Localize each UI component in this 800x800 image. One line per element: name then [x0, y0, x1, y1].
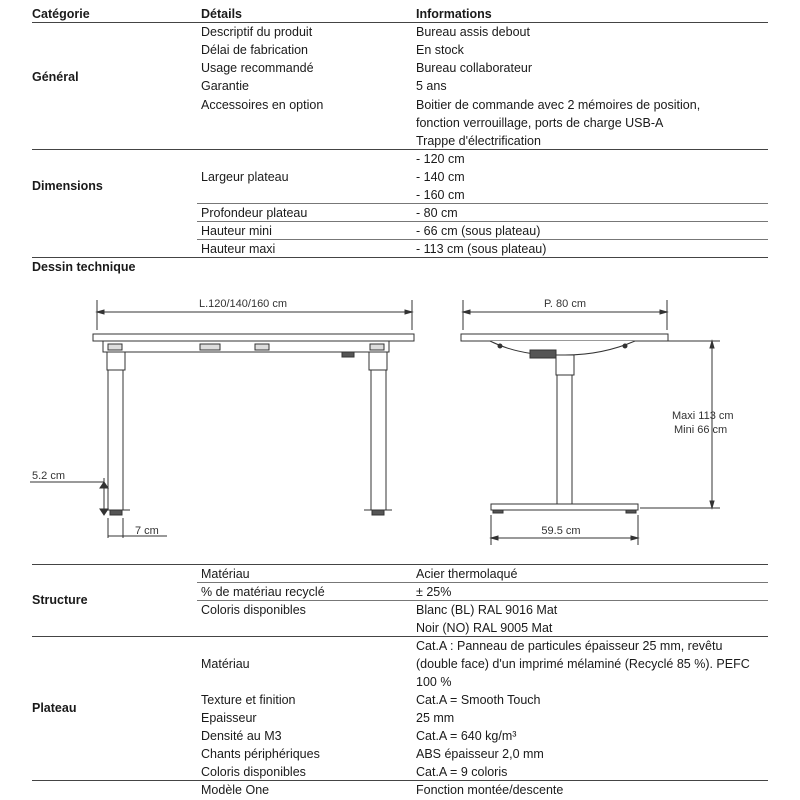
section-divider [32, 564, 768, 565]
detail-label: Coloris disponibles [201, 603, 306, 617]
info-value: Acier thermolaqué [416, 567, 518, 581]
info-value: Cat.A : Panneau de particules épaisseur 25 mm, revêtu [416, 639, 723, 653]
info-value: En stock [416, 43, 464, 57]
detail-label: Profondeur plateau [201, 206, 308, 220]
info-value: fonction verrouillage, ports de charge USB-A [416, 116, 664, 130]
detail-label: Chants périphériques [201, 747, 320, 761]
info-value: Cat.A = Smooth Touch [416, 693, 541, 707]
detail-label: Usage recommandé [201, 61, 314, 75]
detail-label: Texture et finition [201, 693, 296, 707]
detail-label: Hauteur maxi [201, 242, 276, 256]
category-structure: Structure [32, 593, 88, 607]
info-value: - 140 cm [416, 170, 465, 184]
detail-label: Largeur plateau [201, 170, 289, 184]
category-plateau: Plateau [32, 701, 77, 715]
detail-label: Accessoires en option [201, 98, 324, 112]
category-dimensions: Dimensions [32, 179, 103, 193]
width-dimension-label: L.120/140/160 cm [198, 298, 288, 310]
detail-label: Coloris disponibles [201, 765, 306, 779]
detail-label: Délai de fabrication [201, 43, 309, 57]
info-value: - 66 cm (sous plateau) [416, 224, 541, 238]
detail-label: Epaisseur [201, 711, 257, 725]
detail-label: Descriptif du produit [201, 25, 313, 39]
detail-label: Modèle One [201, 783, 270, 797]
info-value: Blanc (BL) RAL 9016 Mat [416, 603, 558, 617]
info-value: Bureau assis debout [416, 25, 530, 39]
header-informations: Informations [416, 7, 492, 21]
info-value: - 113 cm (sous plateau) [416, 242, 547, 256]
info-value: - 120 cm [416, 152, 465, 166]
header-category: Catégorie [32, 7, 90, 21]
info-value: 25 mm [416, 711, 455, 725]
category-general: Général [32, 70, 79, 84]
drawing-title: Dessin technique [32, 260, 136, 274]
detail-label: % de matériau recyclé [201, 585, 325, 599]
section-divider [32, 780, 768, 781]
foot-height-label: 5.2 cm [32, 470, 66, 482]
leg-width-label: 7 cm [135, 525, 159, 537]
base-depth-label: 59.5 cm [541, 525, 581, 537]
detail-label: Matériau [201, 657, 250, 671]
detail-label: Garantie [201, 79, 249, 93]
detail-label: Hauteur mini [201, 224, 272, 238]
info-value: ± 25% [416, 585, 452, 599]
height-max-label: Maxi 113 cm [672, 410, 734, 422]
info-value: Cat.A = 9 coloris [416, 765, 508, 779]
info-value: (double face) d'un imprimé mélaminé (Recyclé 85 %). PEFC [416, 657, 750, 671]
info-value: 100 % [416, 675, 452, 689]
info-value: Boitier de commande avec 2 mémoires de position, [416, 98, 701, 112]
depth-dimension-label: P. 80 cm [544, 298, 586, 310]
height-min-label: Mini 66 cm [674, 424, 728, 436]
info-value: Bureau collaborateur [416, 61, 533, 75]
info-value: Cat.A = 640 kg/m³ [416, 729, 517, 743]
info-value: - 160 cm [416, 188, 465, 202]
detail-label: Densité au M3 [201, 729, 282, 743]
info-value: Noir (NO) RAL 9005 Mat [416, 621, 553, 635]
header-details: Détails [201, 7, 242, 21]
info-value: ABS épaisseur 2,0 mm [416, 747, 544, 761]
info-value: 5 ans [416, 79, 447, 93]
info-value: Trappe d'électrification [416, 134, 541, 148]
detail-label: Matériau [201, 567, 250, 581]
info-value: Fonction montée/descente [416, 783, 564, 797]
info-value: - 80 cm [416, 206, 458, 220]
